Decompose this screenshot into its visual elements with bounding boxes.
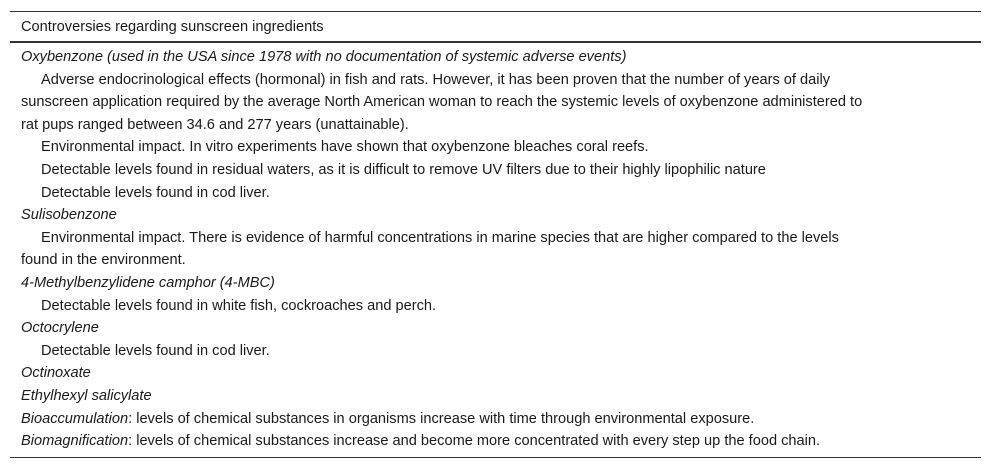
sulisobenzone-item-1-line-2: found in the environment.	[21, 252, 186, 269]
oxybenzone-item-2: Environmental impact. In vitro experiments have shown that oxybenzone bleaches coral reefs.	[41, 139, 649, 156]
oxybenzone-item-4: Detectable levels found in cod liver.	[41, 184, 270, 201]
ethylhexyl-heading: Ethylhexyl salicylate	[21, 387, 152, 404]
biomagnification-term: Biomagnification	[21, 433, 129, 450]
mbc-heading: 4-Methylbenzylidene camphor (4-MBC)	[21, 274, 275, 291]
oxybenzone-item-1-line-3: rat pups ranged between 34.6 and 277 years (unattainable).	[21, 116, 409, 133]
table-header: Controversies regarding sunscreen ingredients	[10, 12, 981, 43]
bioaccumulation-definition	[21, 408, 941, 431]
octinoxate-heading: Octinoxate	[21, 365, 91, 382]
oxybenzone-item-1-line-1: Adverse endocrinological effects (hormonal) in fish and rats. However, it has been proven that the number of years of daily	[41, 71, 831, 88]
octocrylene-item-1: Detectable levels found in cod liver.	[41, 342, 270, 359]
sulisobenzone-heading: Sulisobenzone	[21, 207, 117, 224]
oxybenzone-heading: Oxybenzone (used in the USA since 1978 with no documentation of systemic adverse events)	[21, 49, 627, 65]
ingredients-table	[10, 11, 981, 458]
oxybenzone-item-1-line-2: sunscreen application required by the average North American woman to reach the systemic levels of oxybenzone administered to	[21, 94, 863, 111]
bioaccumulation-text: : levels of chemical substances in organisms increase with time through environmental exposure.	[128, 410, 755, 427]
bioaccumulation-term: Bioaccumulation	[21, 410, 129, 427]
mbc-item-1: Detectable levels found in white fish, cockroaches and perch.	[41, 297, 437, 314]
table-body	[10, 43, 981, 457]
biomagnification-definition	[21, 430, 941, 453]
biomagnification-text: : levels of chemical substances increase and become more concentrated with every step up the food chain.	[128, 433, 821, 450]
oxybenzone-item-3: Detectable levels found in residual waters, as it is difficult to remove UV filters due to their highly lipophilic nature	[41, 161, 766, 178]
octocrylene-heading: Octocrylene	[21, 320, 99, 337]
sulisobenzone-item-1-line-1: Environmental impact. There is evidence of harmful concentrations in marine species that are higher compared to the levels	[41, 229, 839, 246]
